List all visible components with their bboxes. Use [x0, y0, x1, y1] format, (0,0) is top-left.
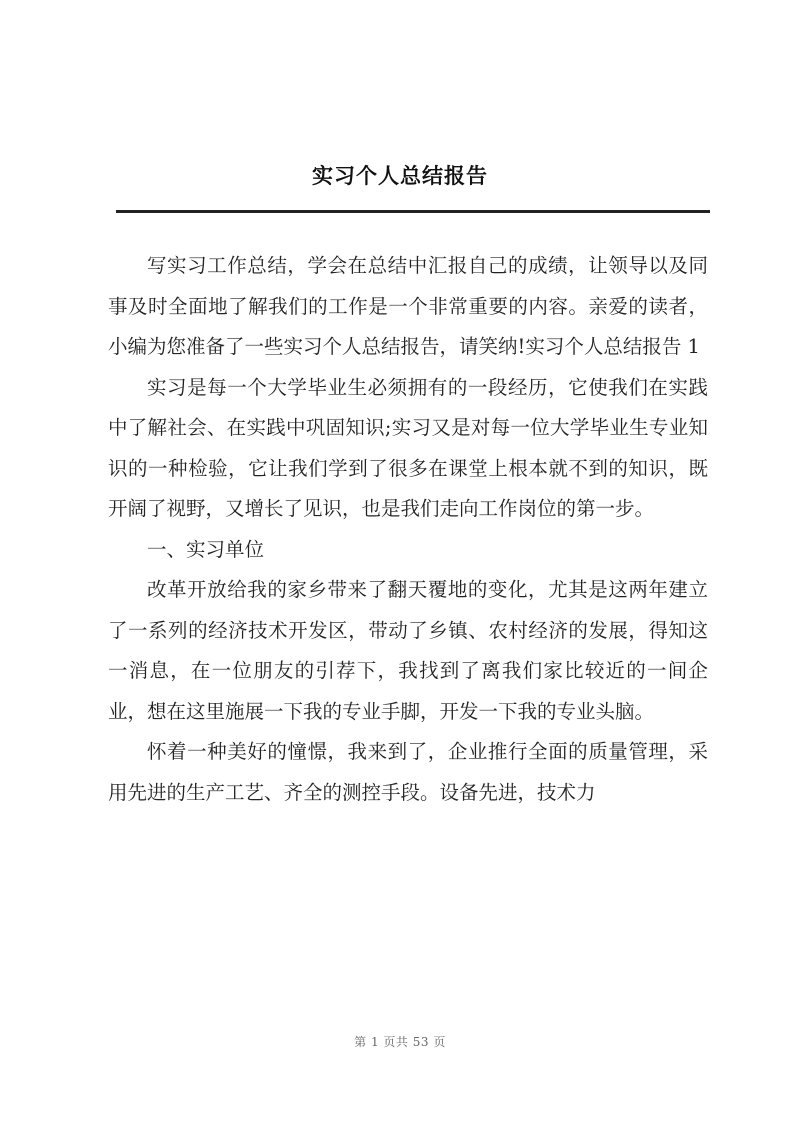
- document-title: 实习个人总结报告: [312, 164, 488, 188]
- document-body: [108, 246, 708, 813]
- paragraph-hometown-change: 改革开放给我的家乡带来了翻天覆地的变化，尤其是这两年建立了一系列的经济技术开发区，带动了乡镇、农村经济的发展，得知这一消息，在一位朋友的引荐下，我找到了离我们家比较近的一间企业，想在这里施展一下我的专业手脚，开发一下我的专业头脑。: [108, 578, 708, 723]
- page-footer: 第 1 页共 53 页: [354, 1035, 446, 1049]
- paragraph-company-intro: 怀着一种美好的憧憬，我来到了，企业推行全面的质量管理，采用先进的生产工艺、齐全的测控手段。设备先进，技术力: [108, 740, 708, 804]
- paragraph-intro: 写实习工作总结，学会在总结中汇报自己的成绩，让领导以及同事及时全面地了解我们的工作是一个非常重要的内容。亲爱的读者，小编为您准备了一些实习个人总结报告，请笑纳!实习个人总结报告 1: [108, 254, 708, 358]
- section-heading-internship-unit: 一、实习单位: [147, 537, 265, 561]
- title-divider: [116, 210, 710, 213]
- paragraph-internship-meaning: 实习是每一个大学毕业生必须拥有的一段经历，它使我们在实践中了解社会、在实践中巩固知识;实习又是对每一位大学毕业生专业知识的一种检验，它让我们学到了很多在课堂上根本就不到的知识，既开阔了视野，又增长了见识，也是我们走向工作岗位的第一步。: [108, 375, 708, 520]
